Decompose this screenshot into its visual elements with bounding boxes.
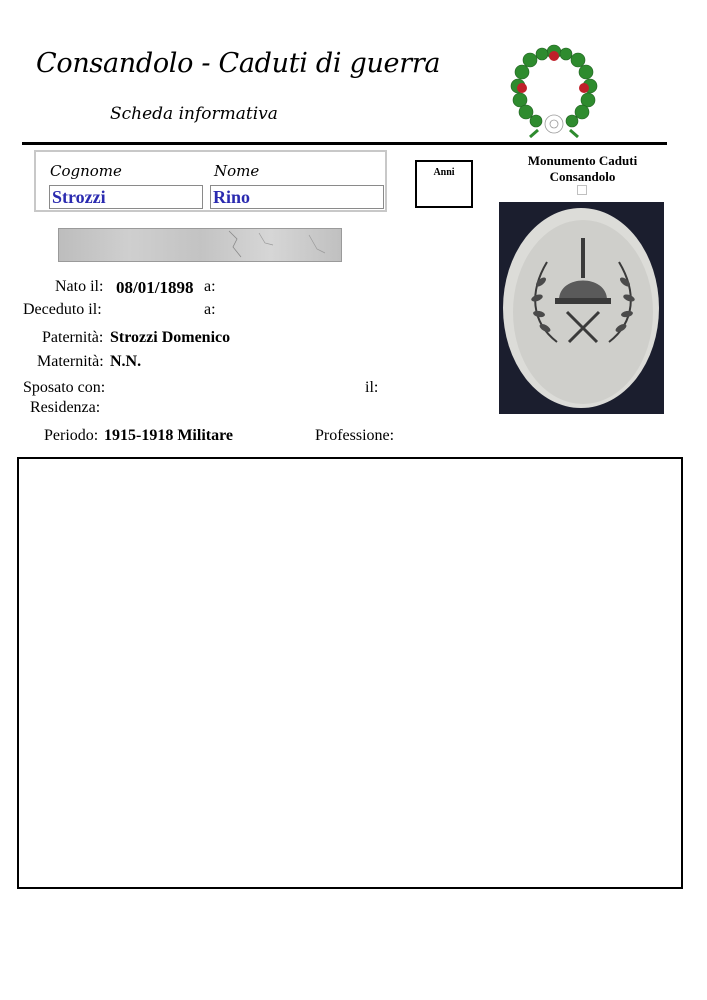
- notes-area[interactable]: [17, 457, 683, 889]
- first-name-field: Rino: [210, 185, 384, 209]
- born-label: Nato il:: [55, 278, 104, 295]
- residence-label: Residenza:: [30, 399, 101, 416]
- profession-label: Professione:: [315, 427, 395, 444]
- surname-field: Strozzi: [49, 185, 203, 209]
- surname-label: Cognome: [50, 162, 122, 180]
- monument-checkbox[interactable]: [577, 185, 587, 195]
- years-label: Anni: [433, 167, 455, 178]
- page-title: Consandolo - Caduti di guerra: [36, 48, 441, 79]
- born-date: 08/01/1898: [116, 278, 194, 297]
- period-label: Periodo:: [44, 427, 99, 444]
- page-subtitle: Scheda informativa: [110, 104, 278, 124]
- mother-label: Maternità:: [37, 353, 104, 370]
- died-place-label: a:: [204, 301, 216, 318]
- father-label: Paternità:: [42, 329, 104, 346]
- header-divider: [22, 142, 667, 145]
- died-label: Deceduto il:: [23, 301, 102, 318]
- father-value: Strozzi Domenico: [110, 329, 231, 346]
- period-value: 1915-1918 Militare: [104, 427, 234, 444]
- first-name-label: Nome: [214, 162, 260, 180]
- monument-label-line2: Consandolo: [549, 169, 616, 184]
- name-panel: [34, 150, 387, 212]
- mother-value: N.N.: [110, 353, 142, 370]
- marble-vein-icon: [59, 229, 341, 261]
- wreath-icon: [508, 42, 600, 138]
- married-label: Sposato con:: [23, 379, 106, 396]
- married-date-label: il:: [365, 379, 379, 396]
- monument-label: [510, 153, 655, 185]
- helmet-emblem-icon: [499, 202, 664, 414]
- born-place-label: a:: [204, 278, 216, 295]
- monument-label-line1: Monumento Caduti: [527, 153, 638, 168]
- monument-photo: [499, 202, 664, 414]
- years-box: [415, 160, 473, 208]
- marble-plate-image: [58, 228, 342, 262]
